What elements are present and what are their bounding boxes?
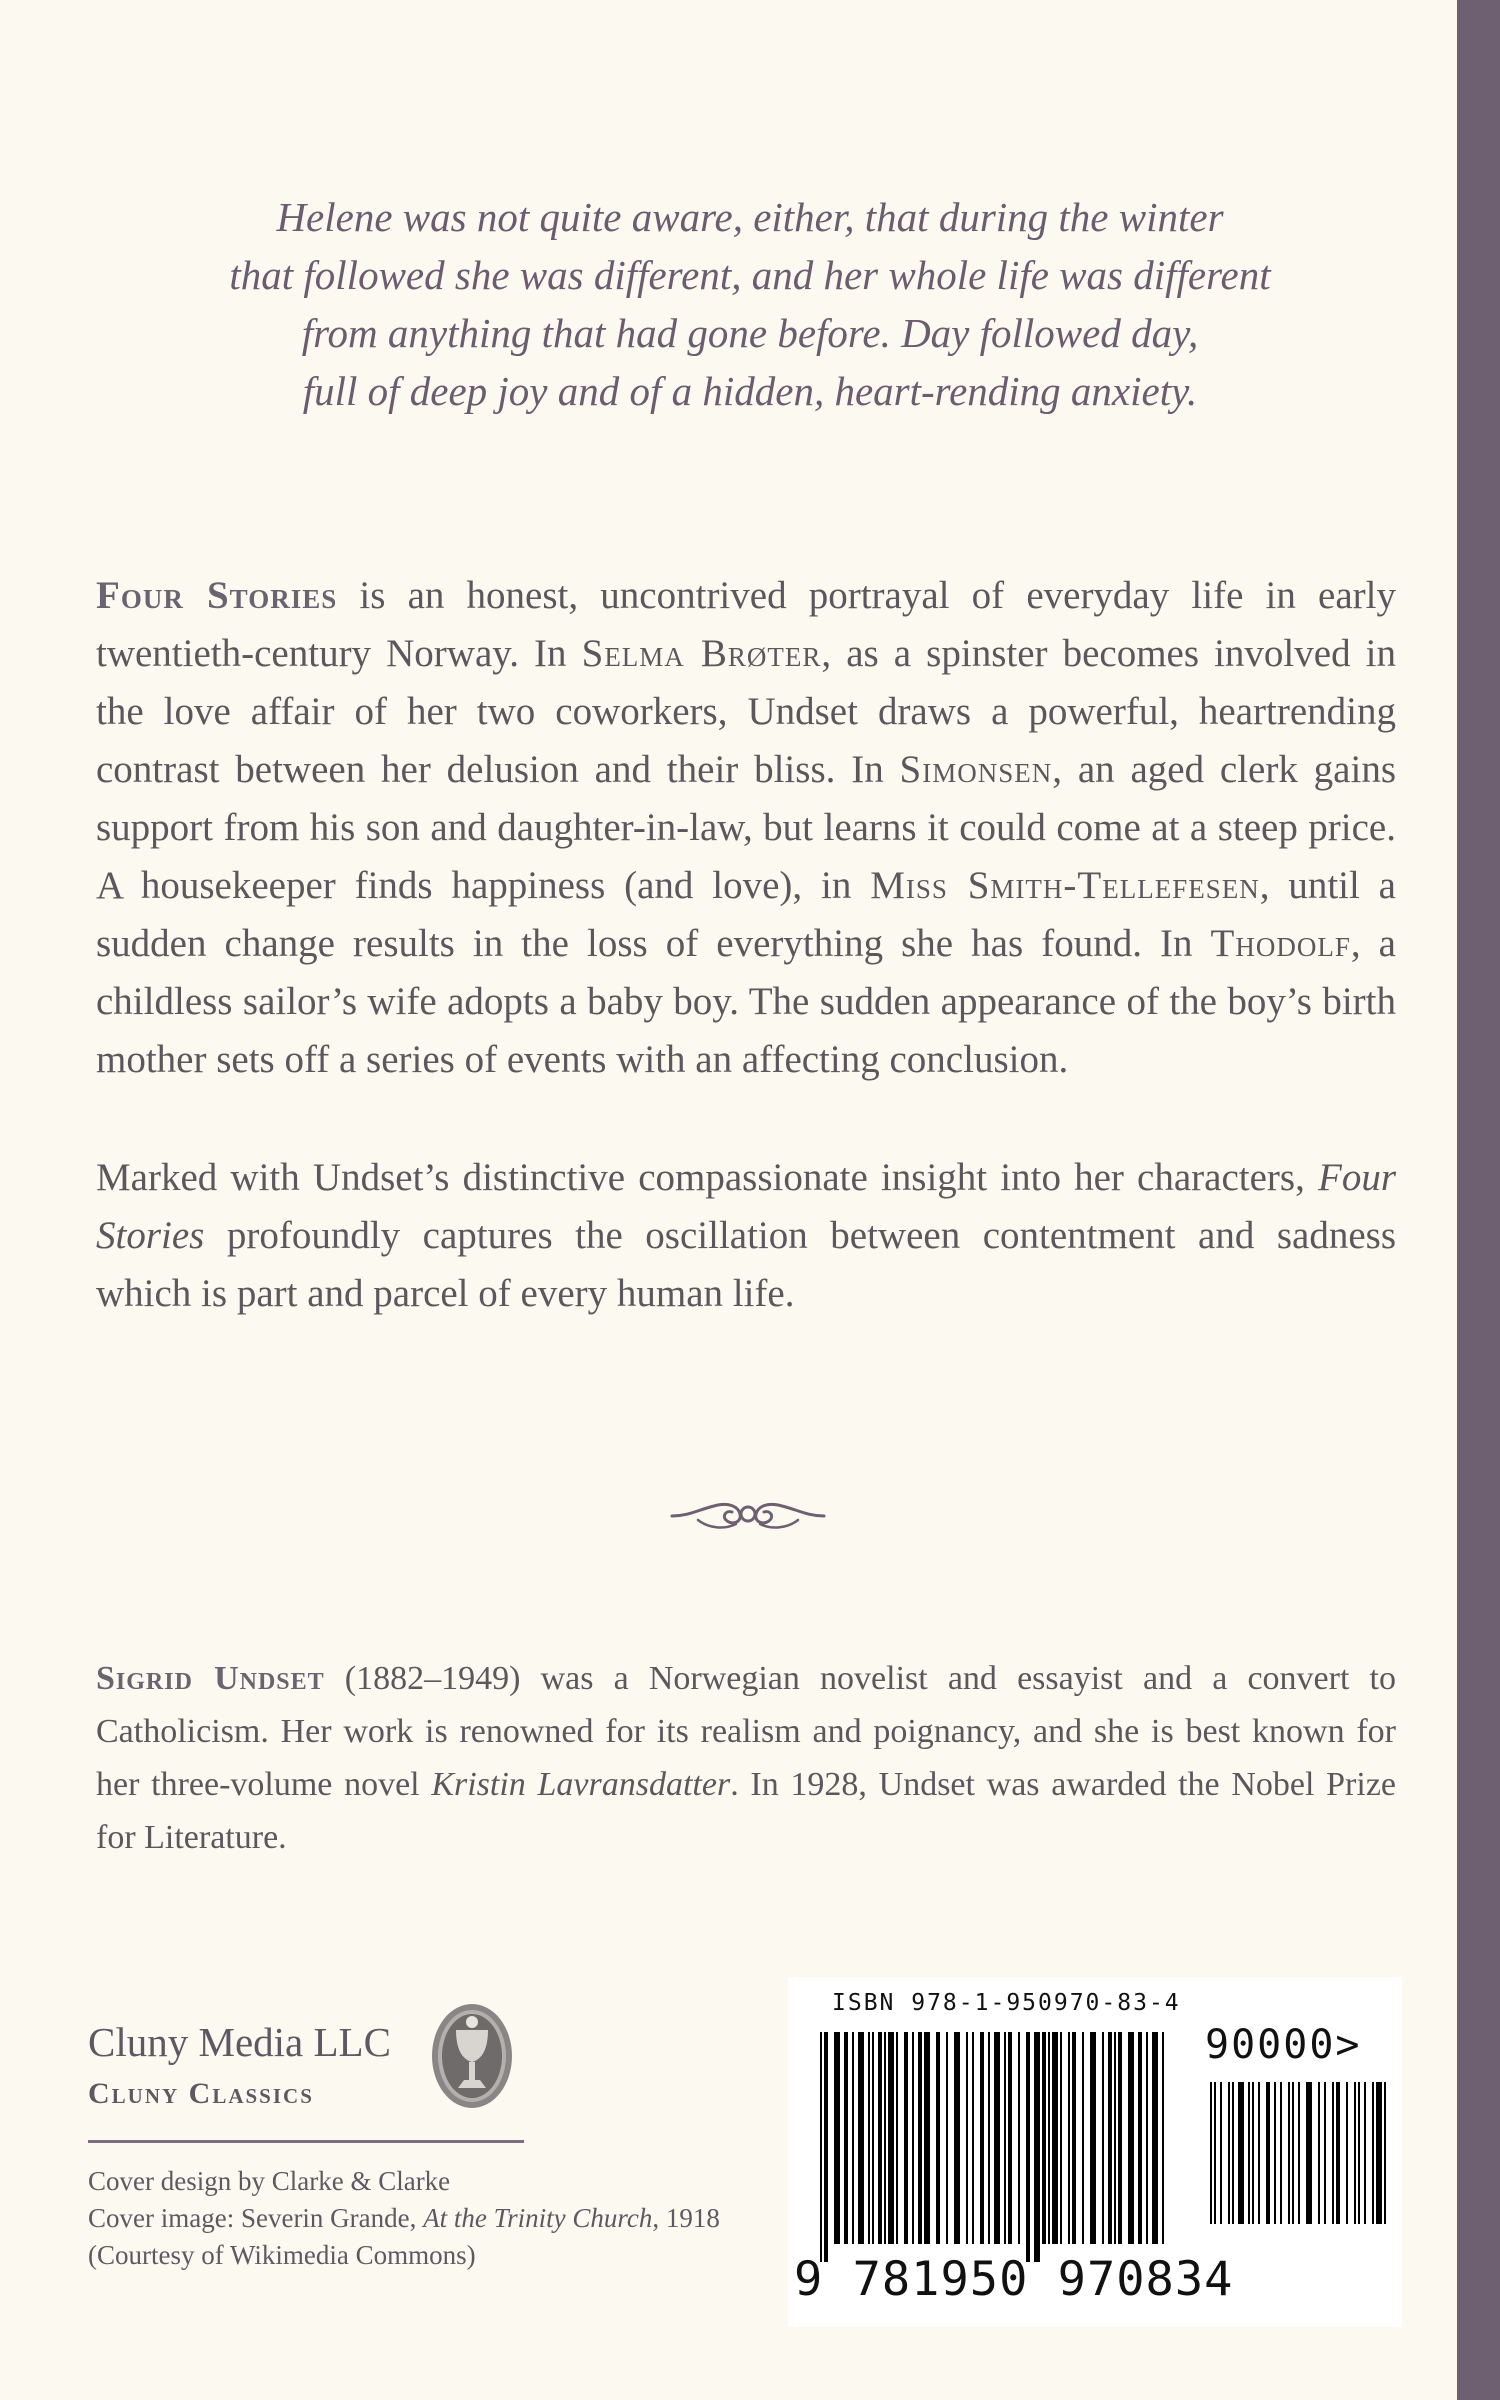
- barcode-bar: [834, 2032, 840, 2244]
- price-barcode: [1210, 2082, 1390, 2242]
- barcode-bar: [844, 2032, 848, 2244]
- barcode-bar: [1048, 2032, 1050, 2244]
- author-name: Sigrid Undset: [96, 1660, 325, 1697]
- story-title: Thodolf: [1210, 922, 1351, 965]
- ean-digits: 9 781950 970834: [794, 2252, 1234, 2307]
- barcode-bar: [1146, 2032, 1148, 2244]
- barcode-bar: [1090, 2032, 1096, 2244]
- courtesy-credit: (Courtesy of Wikimedia Commons): [88, 2240, 476, 2270]
- book-title-italic: Four Stories: [96, 1156, 1396, 1257]
- barcode-bar: [884, 2032, 886, 2244]
- barcode-bar: [1376, 2082, 1382, 2224]
- barcode-bar: [896, 2032, 898, 2244]
- barcode-bar: [1102, 2032, 1104, 2244]
- barcode-bar: [954, 2032, 960, 2244]
- barcode-bar: [1288, 2082, 1290, 2224]
- bio-text: . In 1928, Undset was awarded the Nobel Prize for Literature.: [96, 1766, 1396, 1856]
- barcode-bar: [868, 2032, 870, 2244]
- quote-line: from anything that had gone before. Day followed day,: [301, 310, 1199, 356]
- barcode-bar: [1346, 2082, 1348, 2224]
- author-bio: [96, 1652, 1396, 1864]
- novel-title: Kristin Lavransdatter: [431, 1766, 731, 1803]
- barcode-bar: [1258, 2082, 1260, 2224]
- barcode-bar: [1008, 2032, 1012, 2244]
- chalice-seal-icon: [428, 2000, 516, 2112]
- barcode-bar: [1336, 2082, 1340, 2224]
- barcode-bar: [1068, 2032, 1070, 2244]
- description-text: Marked with Undset’s distinctive compassionate insight into her characters,: [96, 1156, 1318, 1199]
- barcode-bar: [1298, 2082, 1300, 2224]
- publisher-name: Cluny Media LLC: [88, 2019, 391, 2065]
- barcode-bar: [1364, 2082, 1366, 2224]
- epigraph-quote: [150, 188, 1350, 420]
- price-code: 90000>: [1205, 2022, 1362, 2068]
- description-text: is an honest, uncontrived portrayal of everyday life in early twentieth-century Norway. In: [96, 574, 1396, 675]
- barcode-bar: [872, 2032, 874, 2244]
- barcode-bar: [1138, 2032, 1142, 2244]
- barcode-bar: [852, 2032, 854, 2244]
- description-paragraph-1: [96, 567, 1396, 1089]
- barcode-bar: [1210, 2082, 1212, 2224]
- quote-line: that followed she was different, and her whole life was different: [229, 252, 1271, 298]
- barcode-bar: [1214, 2082, 1216, 2224]
- barcode-bar: [904, 2032, 908, 2244]
- barcode-bar: [1042, 2032, 1046, 2244]
- quote-line: full of deep joy and of a hidden, heart-rending anxiety.: [302, 368, 1198, 414]
- barcode-bar: [936, 2032, 940, 2244]
- book-title: Four Stories: [96, 574, 338, 617]
- barcode-bar: [1052, 2032, 1058, 2244]
- quote-line: Helene was not quite aware, either, that during the winter: [276, 194, 1224, 240]
- barcode-bar: [918, 2032, 922, 2244]
- barcode-bar: [820, 2032, 822, 2262]
- barcode-bar: [1082, 2032, 1084, 2244]
- barcode-bar: [1292, 2082, 1294, 2224]
- bio-text: (1882–1949) was a Norwegian novelist and essayist and a convert to Catholicism. Her work is renowned for its realism and poignancy, and she is best known for her three-volume novel: [96, 1660, 1396, 1803]
- barcode-bar: [1280, 2082, 1282, 2224]
- cover-design-credit: Cover design by Clarke & Clarke: [88, 2166, 451, 2196]
- painting-title: At the Trinity Church: [423, 2203, 653, 2233]
- barcode-bar: [1248, 2082, 1250, 2224]
- barcode-bar: [1108, 2032, 1112, 2244]
- barcode-bar: [980, 2032, 984, 2244]
- barcode-bar: [1026, 2032, 1030, 2262]
- story-title: Selma Brøter: [581, 632, 822, 675]
- barcode-bar: [1228, 2082, 1230, 2224]
- barcode-bar: [1238, 2082, 1244, 2224]
- barcode-bar: [1384, 2082, 1386, 2224]
- barcode-bar: [1060, 2032, 1062, 2244]
- barcode-bar: [1004, 2032, 1006, 2244]
- barcode-bar: [888, 2032, 894, 2244]
- barcode-bar: [1306, 2082, 1312, 2224]
- barcode-bar: [924, 2032, 930, 2244]
- barcode-bar: [1118, 2032, 1122, 2244]
- barcode-bar: [824, 2032, 828, 2262]
- barcode-bar: [1318, 2082, 1320, 2224]
- barcode-bar: [878, 2032, 882, 2244]
- barcode-bar: [994, 2032, 1000, 2244]
- description-paragraph-2: [96, 1149, 1396, 1323]
- barcode-bar: [1232, 2082, 1234, 2224]
- barcode-bar: [1274, 2082, 1276, 2224]
- cover-image-credit: [88, 2200, 720, 2237]
- barcode-bar: [972, 2032, 974, 2244]
- story-title: Miss Smith-Tellefesen: [870, 864, 1260, 907]
- barcode-bar: [1266, 2082, 1270, 2224]
- barcode-bar: [1332, 2082, 1334, 2224]
- barcode-bar: [1358, 2082, 1360, 2224]
- description-text: profoundly captures the oscillation between contentment and sadness which is part and parcel of every human life.: [96, 1214, 1396, 1315]
- credit-text: , 1918: [652, 2203, 720, 2233]
- barcode-bar: [988, 2032, 990, 2244]
- story-title: Simonsen: [899, 748, 1053, 791]
- isbn-barcode: [820, 2032, 1170, 2262]
- barcode-bar: [858, 2032, 864, 2244]
- barcode-bar: [1152, 2032, 1158, 2244]
- barcode-bar: [1018, 2032, 1020, 2244]
- barcode-bar: [1324, 2082, 1326, 2224]
- barcode-bar: [1354, 2082, 1356, 2224]
- barcode-bar: [946, 2032, 948, 2244]
- description-text: , a childless sailor’s wife adopts a baby boy. The sudden appearance of the boy’s birth mother sets off a series of events with an affecting conclusion.: [96, 922, 1396, 1081]
- description-text: , as a spinster becomes involved in the love affair of her two coworkers, Undset draws a powerful, heartrending contrast between her delusion and their bliss. In: [96, 632, 1396, 791]
- publisher-imprint: Cluny Classics: [88, 2077, 314, 2110]
- description-text: , until a sudden change results in the loss of everything she has found. In: [96, 864, 1396, 965]
- barcode-bar: [1162, 2032, 1164, 2244]
- barcode-bar: [1128, 2032, 1134, 2244]
- barcode-bar: [1252, 2082, 1254, 2224]
- cover-credits: [88, 2163, 720, 2274]
- barcode-bar: [1034, 2032, 1040, 2262]
- publisher-divider: [88, 2140, 524, 2143]
- flourish-ornament-icon: [668, 1490, 828, 1540]
- barcode-bar: [1072, 2032, 1076, 2244]
- barcode-bar: [1114, 2032, 1116, 2244]
- isbn-label: ISBN 978-1-950970-83-4: [832, 1990, 1181, 2016]
- credit-text: Cover image: Severin Grande,: [88, 2203, 424, 2233]
- barcode-bar: [1220, 2082, 1222, 2224]
- description-text: , an aged clerk gains support from his son and daughter-in-law, but learns it could come at a steep price. A housekeeper finds happiness (and love), in: [96, 748, 1396, 907]
- spine-color-bar: [1457, 0, 1500, 2400]
- barcode-bar: [966, 2032, 968, 2244]
- barcode-bar: [912, 2032, 914, 2244]
- barcode-bar: [1372, 2082, 1374, 2224]
